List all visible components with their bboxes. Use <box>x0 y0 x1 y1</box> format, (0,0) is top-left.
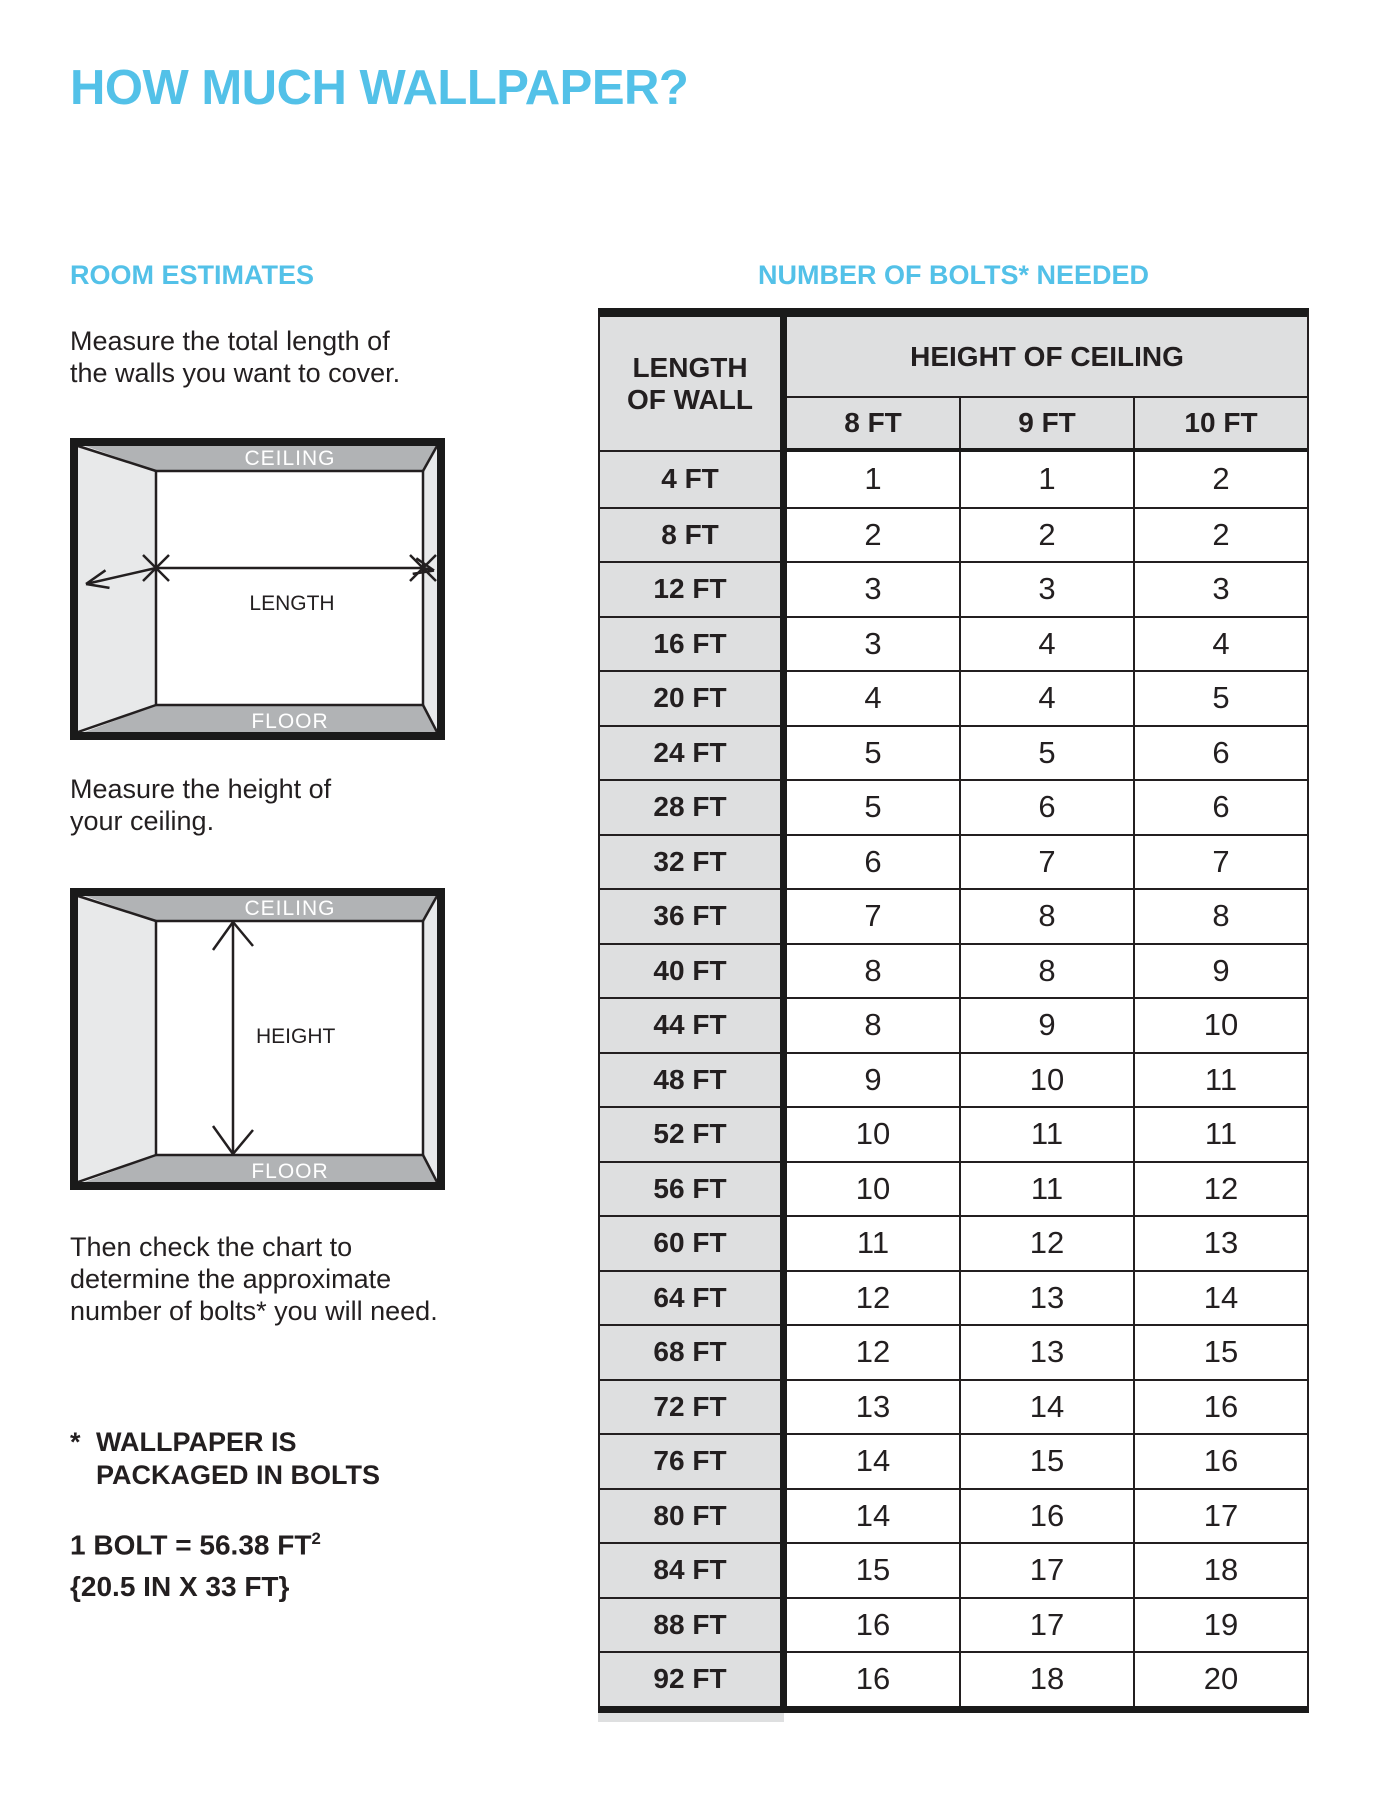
table-row <box>787 1106 1307 1161</box>
bolt-count-cell: 15 <box>959 1435 1133 1488</box>
table-row <box>787 1488 1307 1543</box>
table-row <box>787 1270 1307 1325</box>
floor-label: FLOOR <box>251 710 329 733</box>
row-label: 88 FT <box>600 1597 780 1652</box>
instruction-line: number of bolts* you will need. <box>70 1296 438 1326</box>
table-row <box>787 507 1307 562</box>
bolt-count-cell: 14 <box>855 1443 891 1479</box>
row-label: 76 FT <box>600 1433 780 1488</box>
row-label: 56 FT <box>600 1161 780 1216</box>
bolt-count-cell: 11 <box>1133 1054 1307 1107</box>
bolt-count-cell: 2 <box>959 509 1133 562</box>
bolt-count-cell: 7 <box>959 836 1133 889</box>
bolt-count-cell: 8 <box>864 952 882 988</box>
table-row <box>787 1161 1307 1216</box>
bolt-count-cell: 8 <box>959 890 1133 943</box>
bolt-count-cell: 19 <box>1133 1599 1307 1652</box>
length-label: LENGTH <box>249 592 335 615</box>
left-wall <box>74 892 156 1186</box>
bolt-count-cell: 3 <box>864 571 882 607</box>
bolt-count-cell: 9 <box>864 1061 882 1097</box>
column-header-8ft: 8 FT <box>844 407 902 438</box>
bolt-dimensions: {20.5 IN X 33 FT} <box>70 1571 290 1603</box>
section-heading-room-estimates: ROOM ESTIMATES <box>70 260 315 290</box>
page-title: HOW MUCH WALLPAPER? <box>70 61 689 115</box>
left-wall <box>74 442 156 736</box>
column-header-9ft: 9 FT <box>959 398 1133 448</box>
instruction-line: determine the approximate <box>70 1264 392 1294</box>
bolt-count-cell: 14 <box>855 1497 891 1533</box>
table-row <box>787 725 1307 780</box>
table-row <box>787 943 1307 998</box>
diagram-room-height <box>70 888 445 1190</box>
footnote-line: * WALLPAPER IS <box>70 1427 297 1457</box>
bolt-count-cell: 13 <box>855 1388 891 1424</box>
table-row <box>787 1433 1307 1488</box>
bolt-count-cell: 5 <box>864 789 882 825</box>
bolt-count-cell: 8 <box>959 945 1133 998</box>
bolt-count-cell: 15 <box>855 1552 891 1588</box>
bolt-count-cell: 6 <box>1133 781 1307 834</box>
table-row <box>787 616 1307 671</box>
ceiling-label: CEILING <box>244 897 336 920</box>
row-label: 68 FT <box>600 1324 780 1379</box>
group-header-height-of-ceiling: HEIGHT OF CEILING <box>787 317 1307 398</box>
bolt-count-cell: 14 <box>1133 1272 1307 1325</box>
bolt-count-cell: 16 <box>959 1490 1133 1543</box>
row-label: 60 FT <box>600 1215 780 1270</box>
diagram-room-length <box>70 438 445 740</box>
bolt-count-cell: 8 <box>1133 890 1307 943</box>
row-label: 52 FT <box>600 1106 780 1161</box>
bolt-count-cell: 1 <box>864 461 882 497</box>
row-label: 28 FT <box>600 779 780 834</box>
table-row <box>787 834 1307 889</box>
back-wall <box>156 471 423 705</box>
row-label: 24 FT <box>600 725 780 780</box>
table-row <box>787 670 1307 725</box>
bolt-count-cell: 9 <box>959 999 1133 1052</box>
row-label-cells <box>600 452 780 1706</box>
footnote-line: PACKAGED IN BOLTS <box>96 1460 381 1490</box>
bolt-counts-area <box>780 317 1307 1706</box>
footnote-bolts <box>70 1426 380 1492</box>
bolt-count-cell: 11 <box>959 1163 1133 1216</box>
height-label: HEIGHT <box>256 1025 336 1048</box>
bolt-count-cell: 2 <box>1133 509 1307 562</box>
bolt-count-cell: 4 <box>959 672 1133 725</box>
bolt-count-cell: 8 <box>864 1007 882 1043</box>
bolt-count-cell: 12 <box>959 1217 1133 1270</box>
bolt-count-cell: 5 <box>959 727 1133 780</box>
column-headers-row <box>787 398 1307 452</box>
bolt-count-cell: 18 <box>959 1653 1133 1706</box>
bolt-count-cell: 12 <box>855 1279 891 1315</box>
bolt-count-cell: 17 <box>1133 1490 1307 1543</box>
bolt-count-cell: 15 <box>1133 1326 1307 1379</box>
bolt-count-cell: 7 <box>1133 836 1307 889</box>
bolt-count-cell: 11 <box>959 1108 1133 1161</box>
bolt-count-cell: 4 <box>959 618 1133 671</box>
ceiling-label: CEILING <box>244 447 336 470</box>
table-row <box>787 1324 1307 1379</box>
bolt-count-cell: 3 <box>1133 563 1307 616</box>
instruction-line: Measure the total length of <box>70 326 390 356</box>
bolt-count-cell: 16 <box>1133 1435 1307 1488</box>
instruction-line: your ceiling. <box>70 806 215 836</box>
row-label: 44 FT <box>600 997 780 1052</box>
bolt-count-cell: 16 <box>855 1606 891 1642</box>
bolt-count-cell: 18 <box>1133 1544 1307 1597</box>
bolt-count-cell: 10 <box>959 1054 1133 1107</box>
table-row <box>787 561 1307 616</box>
bolt-count-cell: 14 <box>959 1381 1133 1434</box>
table-row <box>787 888 1307 943</box>
bolt-count-cell: 5 <box>1133 672 1307 725</box>
room-perspective-drawing <box>70 888 445 1190</box>
table-row <box>787 1379 1307 1434</box>
corner-header-length-of-wall: LENGTH OF WALL <box>600 317 780 452</box>
bolt-equation: 1 BOLT = 56.38 $FT^2$ <box>70 1529 321 1561</box>
bolt-count-cell: 13 <box>1133 1217 1307 1270</box>
bolt-definition <box>70 1518 321 1608</box>
asterisk-marker: * <box>70 1427 81 1457</box>
bolt-count-cell: 3 <box>864 625 882 661</box>
row-label: 16 FT <box>600 616 780 671</box>
bolt-count-cell: 4 <box>1133 618 1307 671</box>
wall-length-column <box>600 317 780 1706</box>
table-row <box>787 779 1307 834</box>
data-rows <box>787 452 1307 1706</box>
superscript-2: 2 <box>311 1529 321 1548</box>
row-label: 32 FT <box>600 834 780 889</box>
wallpaper-bolts-table <box>598 308 1309 1713</box>
instruction-measure-length <box>70 325 400 389</box>
bolt-count-cell: 12 <box>855 1334 891 1370</box>
row-label: 72 FT <box>600 1379 780 1434</box>
table-row <box>787 1542 1307 1597</box>
section-heading-bolts-needed: NUMBER OF BOLTS* NEEDED <box>757 260 1149 290</box>
bolt-count-cell: 16 <box>1133 1381 1307 1434</box>
table-row <box>787 1597 1307 1652</box>
bolt-count-cell: 6 <box>864 843 882 879</box>
row-label: 48 FT <box>600 1052 780 1107</box>
floor-label: FLOOR <box>251 1160 329 1183</box>
bolt-count-cell: 17 <box>959 1599 1133 1652</box>
instruction-line: the walls you want to cover. <box>70 358 401 388</box>
room-perspective-drawing <box>70 438 445 740</box>
table-row <box>787 452 1307 507</box>
bolt-count-cell: 2 <box>1133 452 1307 507</box>
bolt-count-cell: 10 <box>855 1170 891 1206</box>
row-label: 64 FT <box>600 1270 780 1325</box>
row-label: 20 FT <box>600 670 780 725</box>
bolt-count-cell: 11 <box>1133 1108 1307 1161</box>
row-label: 40 FT <box>600 943 780 998</box>
bolt-count-cell: 10 <box>855 1116 891 1152</box>
row-label: 12 FT <box>600 561 780 616</box>
instruction-check-chart <box>70 1231 438 1327</box>
row-label: 80 FT <box>600 1488 780 1543</box>
bolt-count-cell: 10 <box>1133 999 1307 1052</box>
bolt-count-cell: 3 <box>959 563 1133 616</box>
row-label: 36 FT <box>600 888 780 943</box>
bolt-count-cell: 6 <box>1133 727 1307 780</box>
bolt-count-cell: 5 <box>864 734 882 770</box>
column-header-10ft: 10 FT <box>1133 398 1307 448</box>
bolt-count-cell: 17 <box>959 1544 1133 1597</box>
row-label: 92 FT <box>600 1651 780 1706</box>
instruction-line: Then check the chart to <box>70 1232 353 1262</box>
instruction-measure-height <box>70 773 331 837</box>
bolt-count-cell: 11 <box>856 1225 890 1261</box>
table-row <box>787 1052 1307 1107</box>
row-label: 84 FT <box>600 1542 780 1597</box>
bolt-count-cell: 13 <box>959 1272 1133 1325</box>
row-label: 4 FT <box>661 463 719 495</box>
bolt-count-cell: 20 <box>1133 1653 1307 1706</box>
bolt-count-cell: 2 <box>864 516 882 552</box>
bolt-count-cell: 9 <box>1133 945 1307 998</box>
bolt-count-cell: 12 <box>1133 1163 1307 1216</box>
table-row <box>787 1651 1307 1706</box>
bolt-count-cell: 1 <box>959 452 1133 507</box>
bolt-count-cell: 6 <box>959 781 1133 834</box>
table-row <box>787 997 1307 1052</box>
bolt-count-cell: 4 <box>864 680 882 716</box>
table-row <box>787 1215 1307 1270</box>
row-label: 8 FT <box>600 507 780 562</box>
table-footer-gray-strip <box>598 1713 784 1722</box>
bolt-count-cell: 13 <box>959 1326 1133 1379</box>
bolt-count-cell: 16 <box>855 1661 891 1697</box>
bolt-count-cell: 7 <box>864 898 882 934</box>
instruction-line: Measure the height of <box>70 774 332 804</box>
